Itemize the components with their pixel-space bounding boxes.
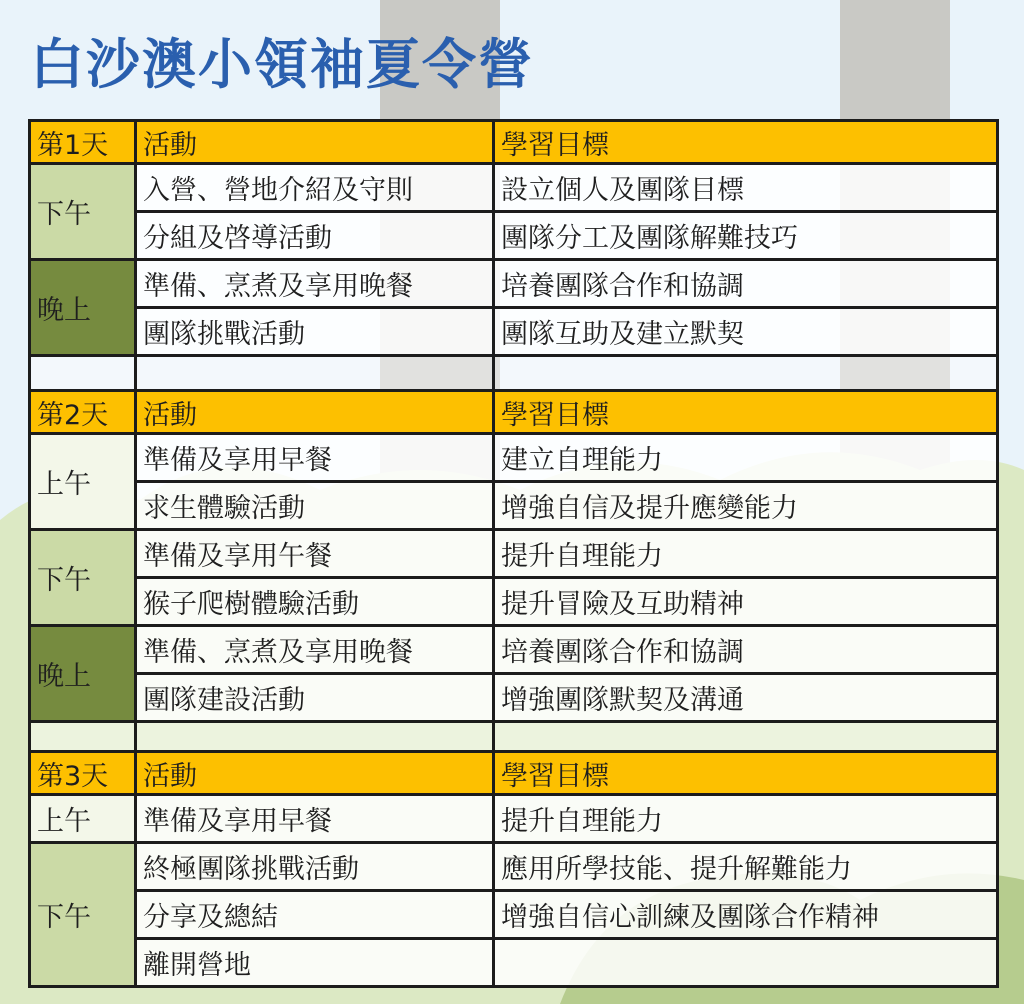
goal-cell: 增強自信及提升應變能力 (494, 482, 998, 530)
table-row (30, 212, 998, 260)
table-header-row (30, 752, 998, 795)
goal-cell: 設立個人及團隊目標 (494, 164, 998, 212)
table-header-row (30, 121, 998, 164)
activity-cell: 猴子爬樹體驗活動 (136, 578, 494, 626)
activity-cell: 準備及享用午餐 (136, 530, 494, 578)
goal-cell: 培養團隊合作和協調 (494, 260, 998, 308)
period-label: 下午 (30, 843, 136, 987)
goal-cell: 增強自信心訓練及團隊合作精神 (494, 891, 998, 939)
table-row (30, 164, 998, 212)
table-row (30, 891, 998, 939)
goal-cell: 提升自理能力 (494, 530, 998, 578)
goal-cell: 培養團隊合作和協調 (494, 626, 998, 674)
table-row (30, 674, 998, 722)
day-label: 第2天 (30, 391, 136, 434)
goal-cell: 團隊互助及建立默契 (494, 308, 998, 356)
column-header-activity: 活動 (136, 752, 494, 795)
goal-cell: 提升冒險及互助精神 (494, 578, 998, 626)
table-row (30, 308, 998, 356)
schedule-day-2 (28, 389, 999, 762)
goal-cell (494, 939, 998, 987)
schedule-day-1 (28, 119, 999, 396)
table-row (30, 434, 998, 482)
goal-cell: 建立自理能力 (494, 434, 998, 482)
activity-cell: 離開營地 (136, 939, 494, 987)
activity-cell: 準備、烹煮及享用晚餐 (136, 626, 494, 674)
activity-cell: 分組及啓導活動 (136, 212, 494, 260)
period-label: 上午 (30, 434, 136, 530)
table-header-row (30, 391, 998, 434)
day-label: 第1天 (30, 121, 136, 164)
table-row (30, 843, 998, 891)
column-header-activity: 活動 (136, 391, 494, 434)
activity-cell: 團隊挑戰活動 (136, 308, 494, 356)
schedule-day-3 (28, 750, 999, 988)
period-label: 晚上 (30, 260, 136, 356)
table-row (30, 795, 998, 843)
day-label: 第3天 (30, 752, 136, 795)
period-label: 上午 (30, 795, 136, 843)
activity-cell: 準備及享用早餐 (136, 434, 494, 482)
period-label: 下午 (30, 164, 136, 260)
activity-cell: 終極團隊挑戰活動 (136, 843, 494, 891)
column-header-goal: 學習目標 (494, 121, 998, 164)
period-label: 下午 (30, 530, 136, 626)
goal-cell: 提升自理能力 (494, 795, 998, 843)
period-label: 晚上 (30, 626, 136, 722)
column-header-goal: 學習目標 (494, 752, 998, 795)
activity-cell: 分享及總結 (136, 891, 494, 939)
page-title: 白沙澳小領袖夏令營 (30, 33, 534, 96)
table-row (30, 530, 998, 578)
table-row (30, 260, 998, 308)
table-row (30, 482, 998, 530)
column-header-activity: 活動 (136, 121, 494, 164)
goal-cell: 團隊分工及團隊解難技巧 (494, 212, 998, 260)
table-row (30, 939, 998, 987)
activity-cell: 準備及享用早餐 (136, 795, 494, 843)
goal-cell: 應用所學技能、提升解難能力 (494, 843, 998, 891)
activity-cell: 入營、營地介紹及守則 (136, 164, 494, 212)
activity-cell: 準備、烹煮及享用晚餐 (136, 260, 494, 308)
goal-cell: 增強團隊默契及溝通 (494, 674, 998, 722)
table-row (30, 626, 998, 674)
column-header-goal: 學習目標 (494, 391, 998, 434)
activity-cell: 團隊建設活動 (136, 674, 494, 722)
table-row (30, 578, 998, 626)
activity-cell: 求生體驗活動 (136, 482, 494, 530)
